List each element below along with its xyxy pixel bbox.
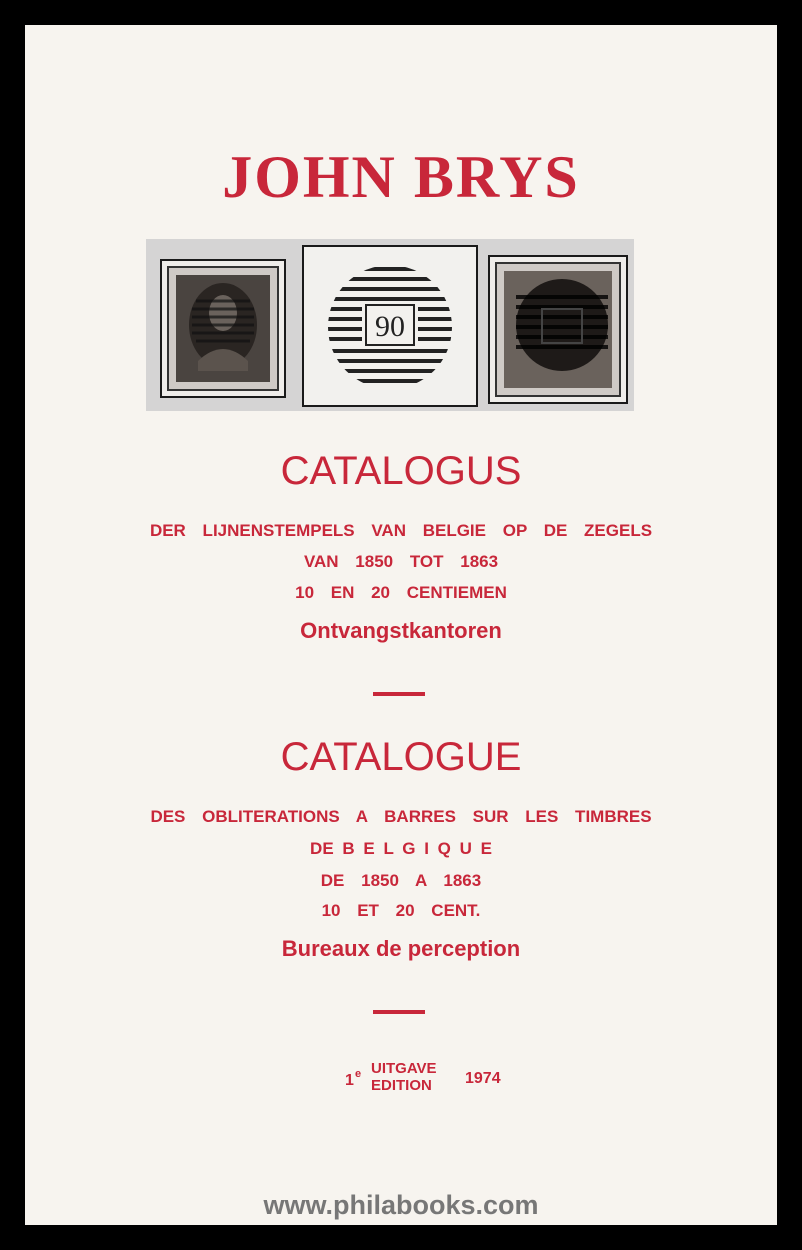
stamp-left-image <box>160 259 286 398</box>
edition-label-nl: UITGAVE <box>371 1060 437 1077</box>
catalogus-heading: CATALOGUS <box>280 449 522 493</box>
french-title-line-1: DES OBLITERATIONS A BARRES SUR LES TIMBRES <box>150 807 652 826</box>
french-title-line-3: DE 1850 A 1863 <box>320 871 482 890</box>
section-divider <box>373 692 425 696</box>
edition-label-fr: EDITION <box>371 1077 432 1094</box>
stamp-illustration <box>146 239 634 411</box>
dutch-subtitle: Ontvangstkantoren <box>300 618 502 643</box>
french-subtitle: Bureaux de perception <box>281 936 521 961</box>
section-divider <box>373 1010 425 1014</box>
edition-superscript: e <box>355 1068 362 1080</box>
stamp-center-postmark <box>302 245 478 407</box>
edition-number: 1 <box>345 1072 354 1089</box>
dutch-title-line-3: 10 EN 20 CENTIEMEN <box>295 583 507 602</box>
edition-year: 1974 <box>465 1070 501 1087</box>
dutch-title-line-1: DER LIJNENSTEMPELS VAN BELGIE OP DE ZEGELS <box>149 521 653 540</box>
french-title-line-2: DE B E L G I Q U E <box>310 839 492 858</box>
stamp-right-image <box>488 255 628 404</box>
watermark-url: www.philabooks.com <box>263 1190 539 1220</box>
dutch-title-line-2: VAN 1850 TOT 1863 <box>303 552 499 571</box>
french-title-line-4: 10 ET 20 CENT. <box>321 901 481 920</box>
author-name: JOHN BRYS <box>222 144 580 210</box>
stamp-number: 90 <box>375 310 405 343</box>
book-cover <box>25 25 777 1225</box>
catalogue-heading: CATALOGUE <box>280 735 522 779</box>
